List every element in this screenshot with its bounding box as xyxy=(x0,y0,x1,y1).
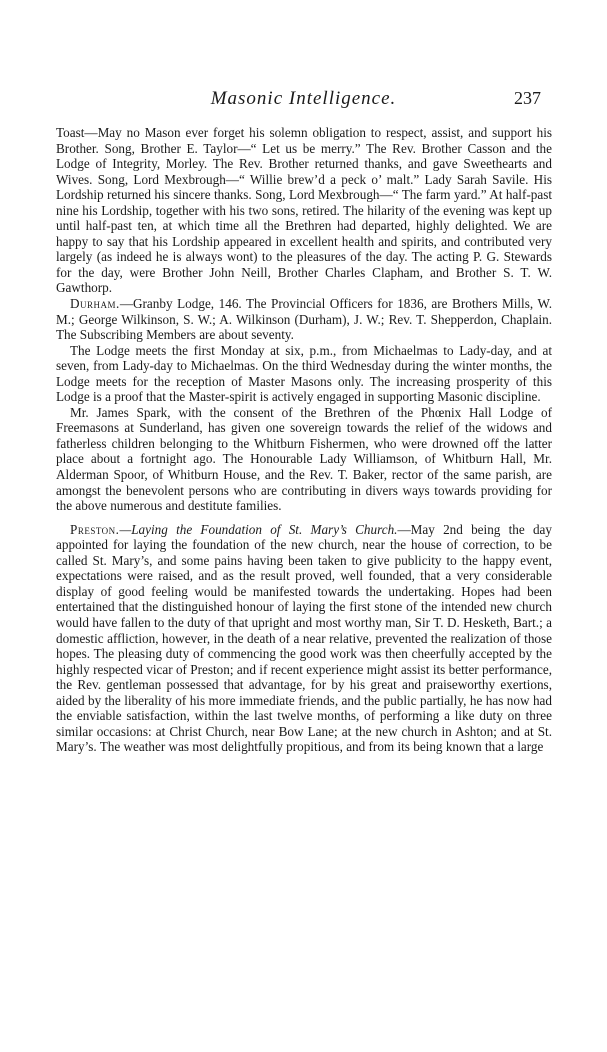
preston-text: —May 2nd being the day appointed for laying the foundation of the new church, near the house of correction, to be called St. Mary’s, and some pains having been taken to give publicity to the happy event, expectations were raised, and as the result proved, well founded, that a very considerable display of good feeling would be manifested towards the undertaking. Hopes had been entertained that the distinguished honour of laying the first stone of the intended new church would have fallen to the duty of that upright and most worthy man, Sir T. D. Hesketh, Bart.; a domestic affliction, however, in the death of a near relative, prevented the realization of those hopes. The pleasing duty of commencing the good work was then cheerfully accepted by the highly respected vicar of Preston; and if recent experience might assist its better performance, the Rev. gentleman possessed that advantage, for by his great and praiseworthy exertions, aided by the liberality of his more immediate friends, and the public partially, he has now had the enviable satisfaction, within the last twelve months, of performing a like duty on three similar occasions: at Christ Church, near Bow Lane; at the new church in Ashton; and at St. Mary’s. The weather was most delightfully propitious, and from its being known that a large xyxy=(56,521,552,755)
running-title: Masonic Intelligence. xyxy=(210,88,397,109)
paragraph-durham xyxy=(56,296,552,343)
paragraph-preston xyxy=(56,522,552,755)
article-body xyxy=(56,125,552,755)
durham-text: —Granby Lodge, 146. The Provincial Officers for 1836, are Brothers Mills, W. M.; George Wilkinson, S. W.; A. Wilkinson (Durham), J. W.; Rev. T. Shepperdon, Chaplain. The Subscribing Members are about seventy. xyxy=(56,296,552,343)
page-number: 237 xyxy=(514,88,541,108)
running-head xyxy=(0,88,607,114)
preston-heading: —Laying the Foundation of St. Mary’s Church. xyxy=(119,521,398,537)
place-name-preston: Preston. xyxy=(70,521,120,537)
paragraph-toast: Toast—May no Mason ever forget his solemn obligation to respect, assist, and support his Brother. Song, Brother E. Taylor—“ Let us be merry.” The Rev. Brother Casson and the Lodge of Integrity, Morley. The Rev. Brother returned thanks, and gave Sweethearts and Wives. Song, Lord Mexbrough—“ Willie brew’d a peck o’ malt.” Lady Sarah Savile. His Lordship returned his sincere thanks. Song, Lord Mexbrough—“ The farm yard.” At half-past nine his Lordship, together with his two sons, retired. The hilarity of the evening was kept up until half-past ten, at which time all the Brethren had departed, highly delighted. We are happy to say that his Lordship appeared in excellent health and spirits, and contributed very largely (as indeed he is always wont) to the pleasures of the day. The acting P. G. Stewards for the day, were Brother John Neill, Brother Charles Clapham, and Brother S. T. W. Gawthorp. xyxy=(56,125,552,296)
place-name-durham: Durham. xyxy=(70,296,120,312)
paragraph-spark-donation: Mr. James Spark, with the consent of the Brethren of the Phœnix Hall Lodge of Freemasons at Sunderland, has given one sovereign towards the relief of the widows and fatherless children belonging to the Whitburn Fishermen, who were drowned off the latter place about a fortnight ago. The Honourable Lady Williamson, of Whitburn Hall, Mr. Alderman Spoor, of Whitburn House, and the Rev. T. Baker, rector of the same parish, are amongst the benevolent persons who are contributing in divers ways towards providing for the above numerous and destitute families. xyxy=(56,404,552,514)
paragraph-lodge-meetings: The Lodge meets the first Monday at six, p.m., from Michaelmas to Lady-day, and at seven, from Lady-day to Michaelmas. On the third Wednesday during the winter months, the Lodge meets for the reception of Master Masons only. The increasing prosperity of this Lodge is a proof that the Master-spirit is actively engaged in supporting Masonic discipline. xyxy=(56,342,552,405)
